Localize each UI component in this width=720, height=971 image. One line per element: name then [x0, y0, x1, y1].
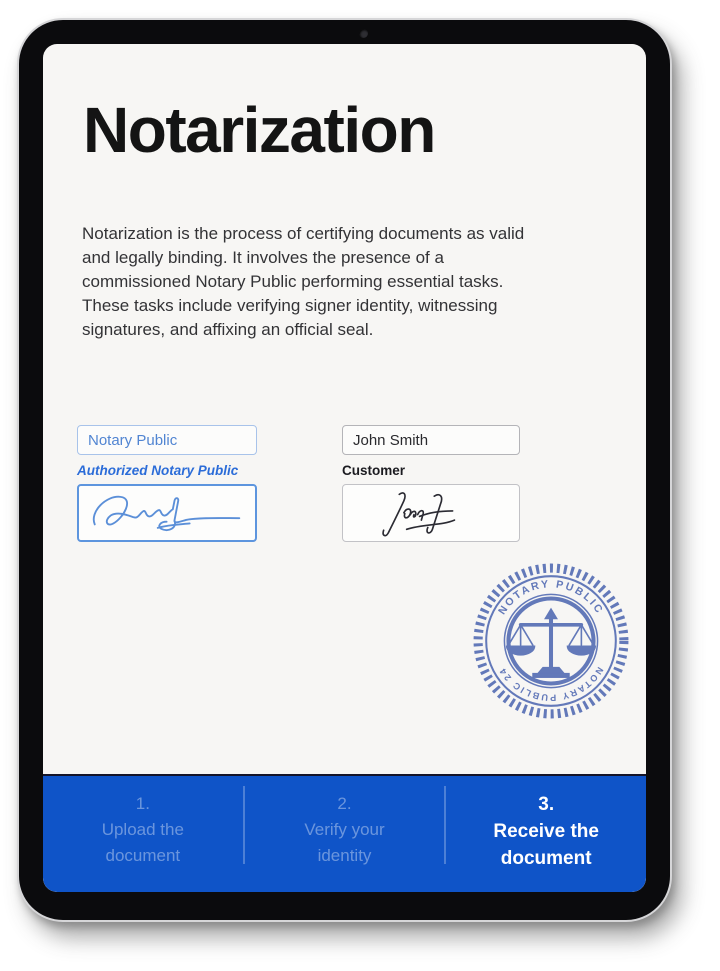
step-number: 3.: [538, 794, 555, 815]
customer-signature-icon: [347, 487, 516, 539]
customer-signature-box[interactable]: [342, 484, 520, 542]
notary-role-label: Authorized Notary Public: [77, 463, 239, 478]
seal-top-text: NOTARY PUBLIC: [496, 578, 606, 617]
step-label: Verify your identity: [304, 820, 385, 865]
step-number: 2.: [337, 794, 352, 813]
step-label: Upload the document: [101, 820, 184, 865]
step-label: Receive the document: [493, 821, 599, 869]
step-verify-identity[interactable]: [245, 776, 445, 892]
step-upload-document[interactable]: [43, 776, 243, 892]
notary-seal-stamp: [470, 560, 632, 722]
step-number: 1.: [135, 794, 150, 813]
page-title: Notarization: [83, 94, 435, 166]
customer-name-field[interactable]: John Smith: [342, 425, 520, 455]
notary-signer-block: [77, 425, 257, 542]
notary-signature-box[interactable]: [77, 484, 257, 542]
progress-step-bar: [43, 774, 646, 892]
front-camera-dot: [359, 29, 368, 38]
customer-signer-block: [342, 425, 520, 542]
notary-name-field[interactable]: Notary Public: [77, 425, 257, 455]
seal-bottom-text: NOTARY PUBLIC 24: [496, 665, 606, 703]
notarization-description: Notarization is the process of certifying documents as valid and legally binding. It involves the presence of a commissioned Notary Public performing essential tasks. These tasks include verifying signer identity, witnessing signatures, and affixing an official seal.: [82, 224, 525, 339]
customer-role-label: Customer: [342, 463, 406, 478]
notary-seal-icon: [470, 560, 632, 722]
notarization-screen: [43, 44, 646, 892]
tablet-device-frame: [17, 18, 672, 922]
step-receive-document[interactable]: [446, 776, 646, 892]
notary-signature-icon: [83, 488, 252, 538]
